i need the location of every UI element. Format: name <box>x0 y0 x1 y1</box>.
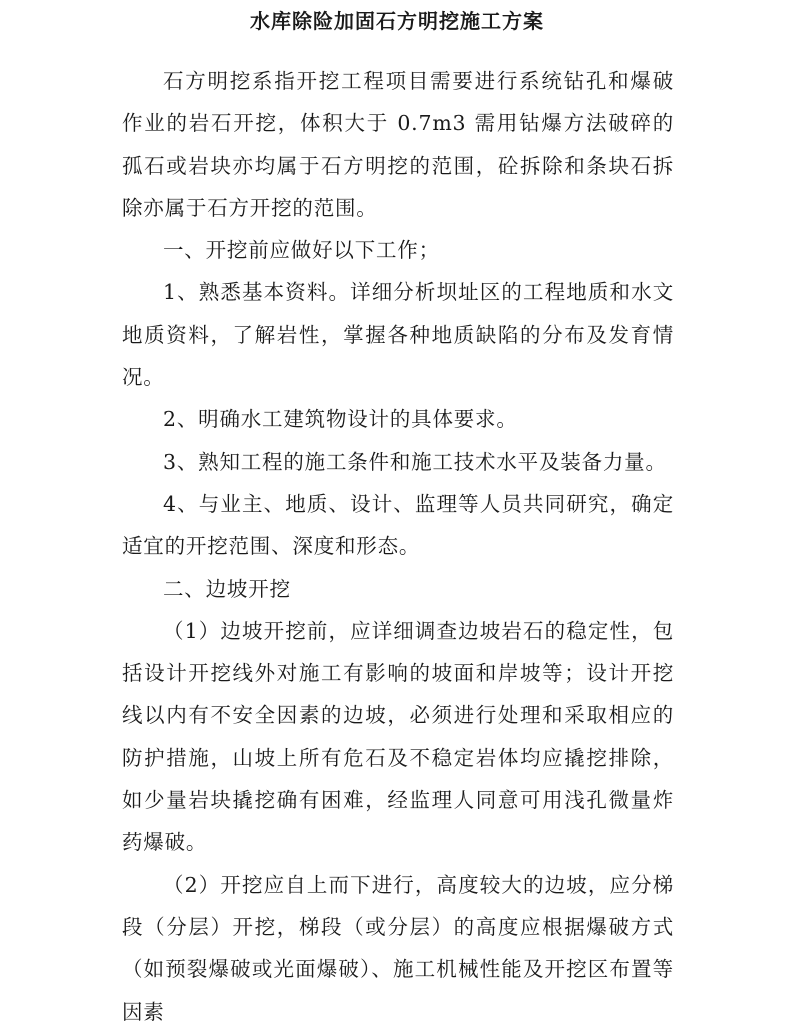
document-body <box>122 60 674 1033</box>
section-heading-slope-excavation: 二、边坡开挖 <box>163 576 291 601</box>
document-title: 水库除险加固石方明挖施工方案 <box>250 9 544 33</box>
paragraph-item-2: 2、明确水工建筑物设计的具体要求。 <box>163 407 518 432</box>
paragraph-item-1: 1、熟悉基本资料。详细分析坝址区的工程地质和水文地质资料，了解岩性，掌握各种地质缺陷的分布及发育情况。 <box>122 280 674 390</box>
paragraph-slope-2: （2）开挖应自上而下进行，高度较大的边坡，应分梯段（分层）开挖，梯段（或分层）的高度应根据爆破方式（如预裂爆破或光面爆破）、施工机械性能及开挖区布置等因素 <box>122 872 674 1024</box>
paragraph-slope-1: （1）边坡开挖前，应详细调查边坡岩石的稳定性，包括设计开挖线外对施工有影响的坡面和岸坡等；设计开挖线以内有不安全因素的边坡，必须进行处理和采取相应的防护措施，山坡上所有危石及不稳定岩体均应撬挖排除，如少量岩块撬挖确有困难，经监理人同意可用浅孔微量炸药爆破。 <box>122 618 674 855</box>
paragraph-intro: 石方明挖系指开挖工程项目需要进行系统钻孔和爆破作业的岩石开挖，体积大于 0.7m3 需用钻爆方法破碎的孤石或岩块亦均属于石方明挖的范围，砼拆除和条块石拆除亦属于石方开挖的范围。 <box>122 69 674 220</box>
paragraph-item-4: 4、与业主、地质、设计、监理等人员共同研究，确定适宜的开挖范围、深度和形态。 <box>122 491 674 559</box>
section-heading-preparation: 一、开挖前应做好以下工作； <box>163 238 440 263</box>
paragraph-item-3: 3、熟知工程的施工条件和施工技术水平及装备力量。 <box>163 449 667 474</box>
